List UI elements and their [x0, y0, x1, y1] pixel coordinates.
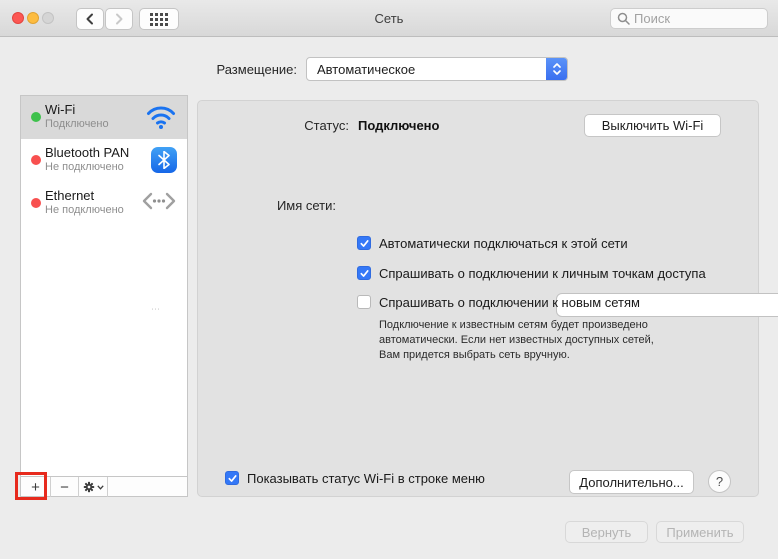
service-name: Wi-Fi	[45, 102, 76, 117]
status-label: Статус:	[304, 118, 349, 133]
titlebar	[0, 0, 778, 37]
remove-service-button[interactable]: −	[60, 478, 69, 496]
chevron-left-icon	[84, 12, 96, 26]
ethernet-icon	[141, 192, 177, 210]
back-button[interactable]	[76, 8, 104, 30]
checkbox-ask-personal-hotspots[interactable]: Спрашивать о подключении к личным точкам доступа	[357, 266, 706, 281]
status-value: Подключено	[358, 118, 440, 133]
action-gear-button[interactable]	[79, 477, 107, 497]
sidebar-item-wifi[interactable]	[21, 96, 187, 139]
forward-button[interactable]	[105, 8, 133, 30]
checkbox-ask-new-networks[interactable]: Спрашивать о подключении к новым сетям	[357, 295, 640, 310]
service-name: Ethernet	[45, 188, 95, 203]
checkbox-checked-icon	[357, 236, 371, 250]
location-dropdown[interactable]	[306, 57, 568, 81]
service-status: Не подключено	[45, 204, 124, 216]
checkbox-show-wifi-status[interactable]: Показывать статус Wi-Fi в строке меню	[225, 471, 485, 486]
checkbox-checked-icon	[357, 266, 371, 280]
sidebar-item-bluetooth-pan[interactable]	[21, 139, 187, 182]
window-title: Сеть	[374, 11, 404, 26]
partial-service-icon: ⋯	[151, 304, 161, 314]
service-name: Bluetooth PAN	[45, 145, 130, 160]
status-dot-red	[31, 198, 41, 208]
checkbox-checked-icon	[225, 471, 239, 485]
service-status: Подключено	[45, 118, 109, 130]
apply-button[interactable]: Применить	[656, 521, 744, 543]
checkbox-unchecked-icon	[357, 295, 371, 309]
known-networks-note: Подключение к известным сетям будет произведено автоматически. Если нет известных доступных сетей, Вам придется выбрать сеть вручную.	[379, 319, 654, 361]
location-value: Автоматическое	[317, 61, 416, 77]
checkbox-auto-join[interactable]: Автоматически подключаться к этой сети	[357, 236, 628, 251]
wifi-settings-panel	[197, 100, 759, 497]
sidebar-item-ethernet[interactable]	[21, 182, 187, 314]
bluetooth-icon	[151, 147, 177, 173]
network-name-label: Имя сети:	[276, 198, 336, 213]
help-button[interactable]: ?	[708, 470, 731, 493]
service-status: Не подключено	[45, 161, 124, 173]
chevron-down-icon	[97, 485, 104, 490]
sidebar-toolbar	[21, 476, 187, 496]
show-all-button[interactable]	[139, 8, 179, 30]
grid-icon	[150, 13, 168, 26]
close-button[interactable]	[12, 12, 24, 24]
gear-icon	[83, 481, 95, 493]
revert-button[interactable]: Вернуть	[565, 521, 648, 543]
status-dot-green	[31, 112, 41, 122]
advanced-button[interactable]: Дополнительно...	[569, 470, 694, 494]
turn-off-wifi-button[interactable]: Выключить Wi-Fi	[584, 114, 721, 137]
location-label: Размещение:	[216, 62, 297, 77]
search-icon	[617, 12, 630, 25]
stepper-icon	[546, 58, 567, 80]
minimize-button[interactable]	[27, 12, 39, 24]
status-dot-red	[31, 155, 41, 165]
chevron-right-icon	[113, 12, 125, 26]
services-sidebar	[20, 95, 188, 497]
search-placeholder: Поиск	[634, 11, 671, 26]
wifi-icon	[145, 104, 177, 130]
zoom-button	[42, 12, 54, 24]
add-service-button[interactable]: +	[31, 478, 40, 496]
search-input[interactable]	[610, 8, 768, 29]
